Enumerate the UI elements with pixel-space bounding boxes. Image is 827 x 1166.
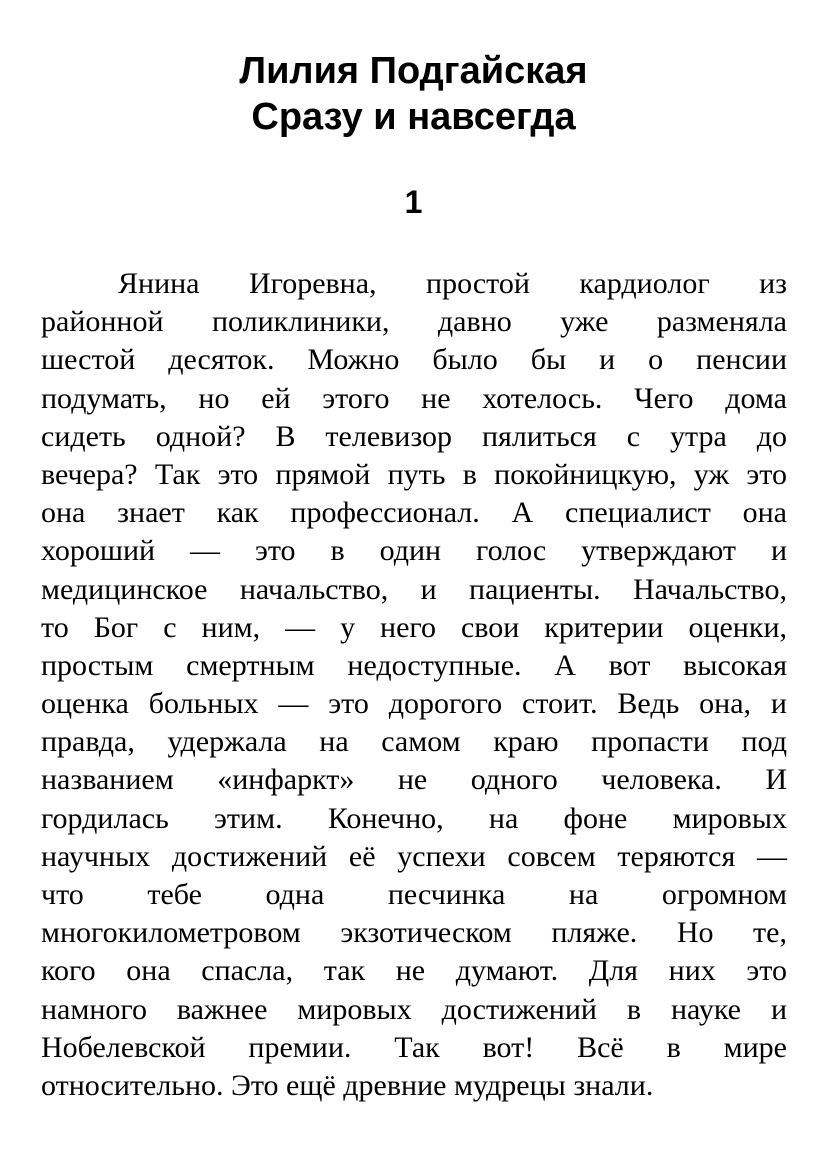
text-line: подумать, но ей этого не хотелось. Чего дома [41,381,787,415]
text-line: научных достижений её успехи совсем теряются — [41,839,787,873]
text-line: кого она спасла, так не думают. Для них это [41,954,787,988]
book-title: Сразу и навсегда [251,96,576,138]
author-name: Лилия Подгайская [239,50,588,92]
text-line: то Бог с ним, — у него свои критерии оценки, [41,610,787,644]
text-line: районной поликлиники, давно уже разменяла [41,305,787,339]
text-line: названием «инфаркт» не одного человека. И [41,763,787,797]
text-line: сидеть одной? В телевизор пялиться с утра до [41,419,787,453]
text-line: Нобелевской премии. Так вот! Всё в мире [41,1030,787,1064]
text-line: намного важнее мировых достижений в науке и [41,992,787,1026]
text-line: она знает как профессионал. А специалист она [41,496,787,530]
text-line: вечера? Так это прямой путь в покойницкую, уж это [41,457,787,491]
text-line: медицинское начальство, и пациенты. Начальство, [41,572,787,606]
chapter-number: 1 [404,184,423,220]
text-line: хороший — это в один голос утверждают и [41,534,787,568]
text-line: шестой десяток. Можно было бы и о пенсии [41,343,787,377]
text-line: гордилась этим. Конечно, на фоне мировых [41,801,787,835]
text-line: относительно. Это ещё древние мудрецы знали. [41,1068,654,1102]
text-line: Янина Игоревна, простой кардиолог из [118,267,787,300]
text-line: многокилометровом экзотическом пляже. Но те, [41,916,787,950]
text-line: правда, удержала на самом краю пропасти под [41,725,787,759]
body-paragraph [41,265,787,1105]
text-line: что тебе одна песчинка на огромном [41,878,787,911]
text-line: оценка больных — это дорогого стоит. Ведь она, и [41,687,787,721]
text-line: простым смертным недоступные. А вот высокая [41,648,787,682]
